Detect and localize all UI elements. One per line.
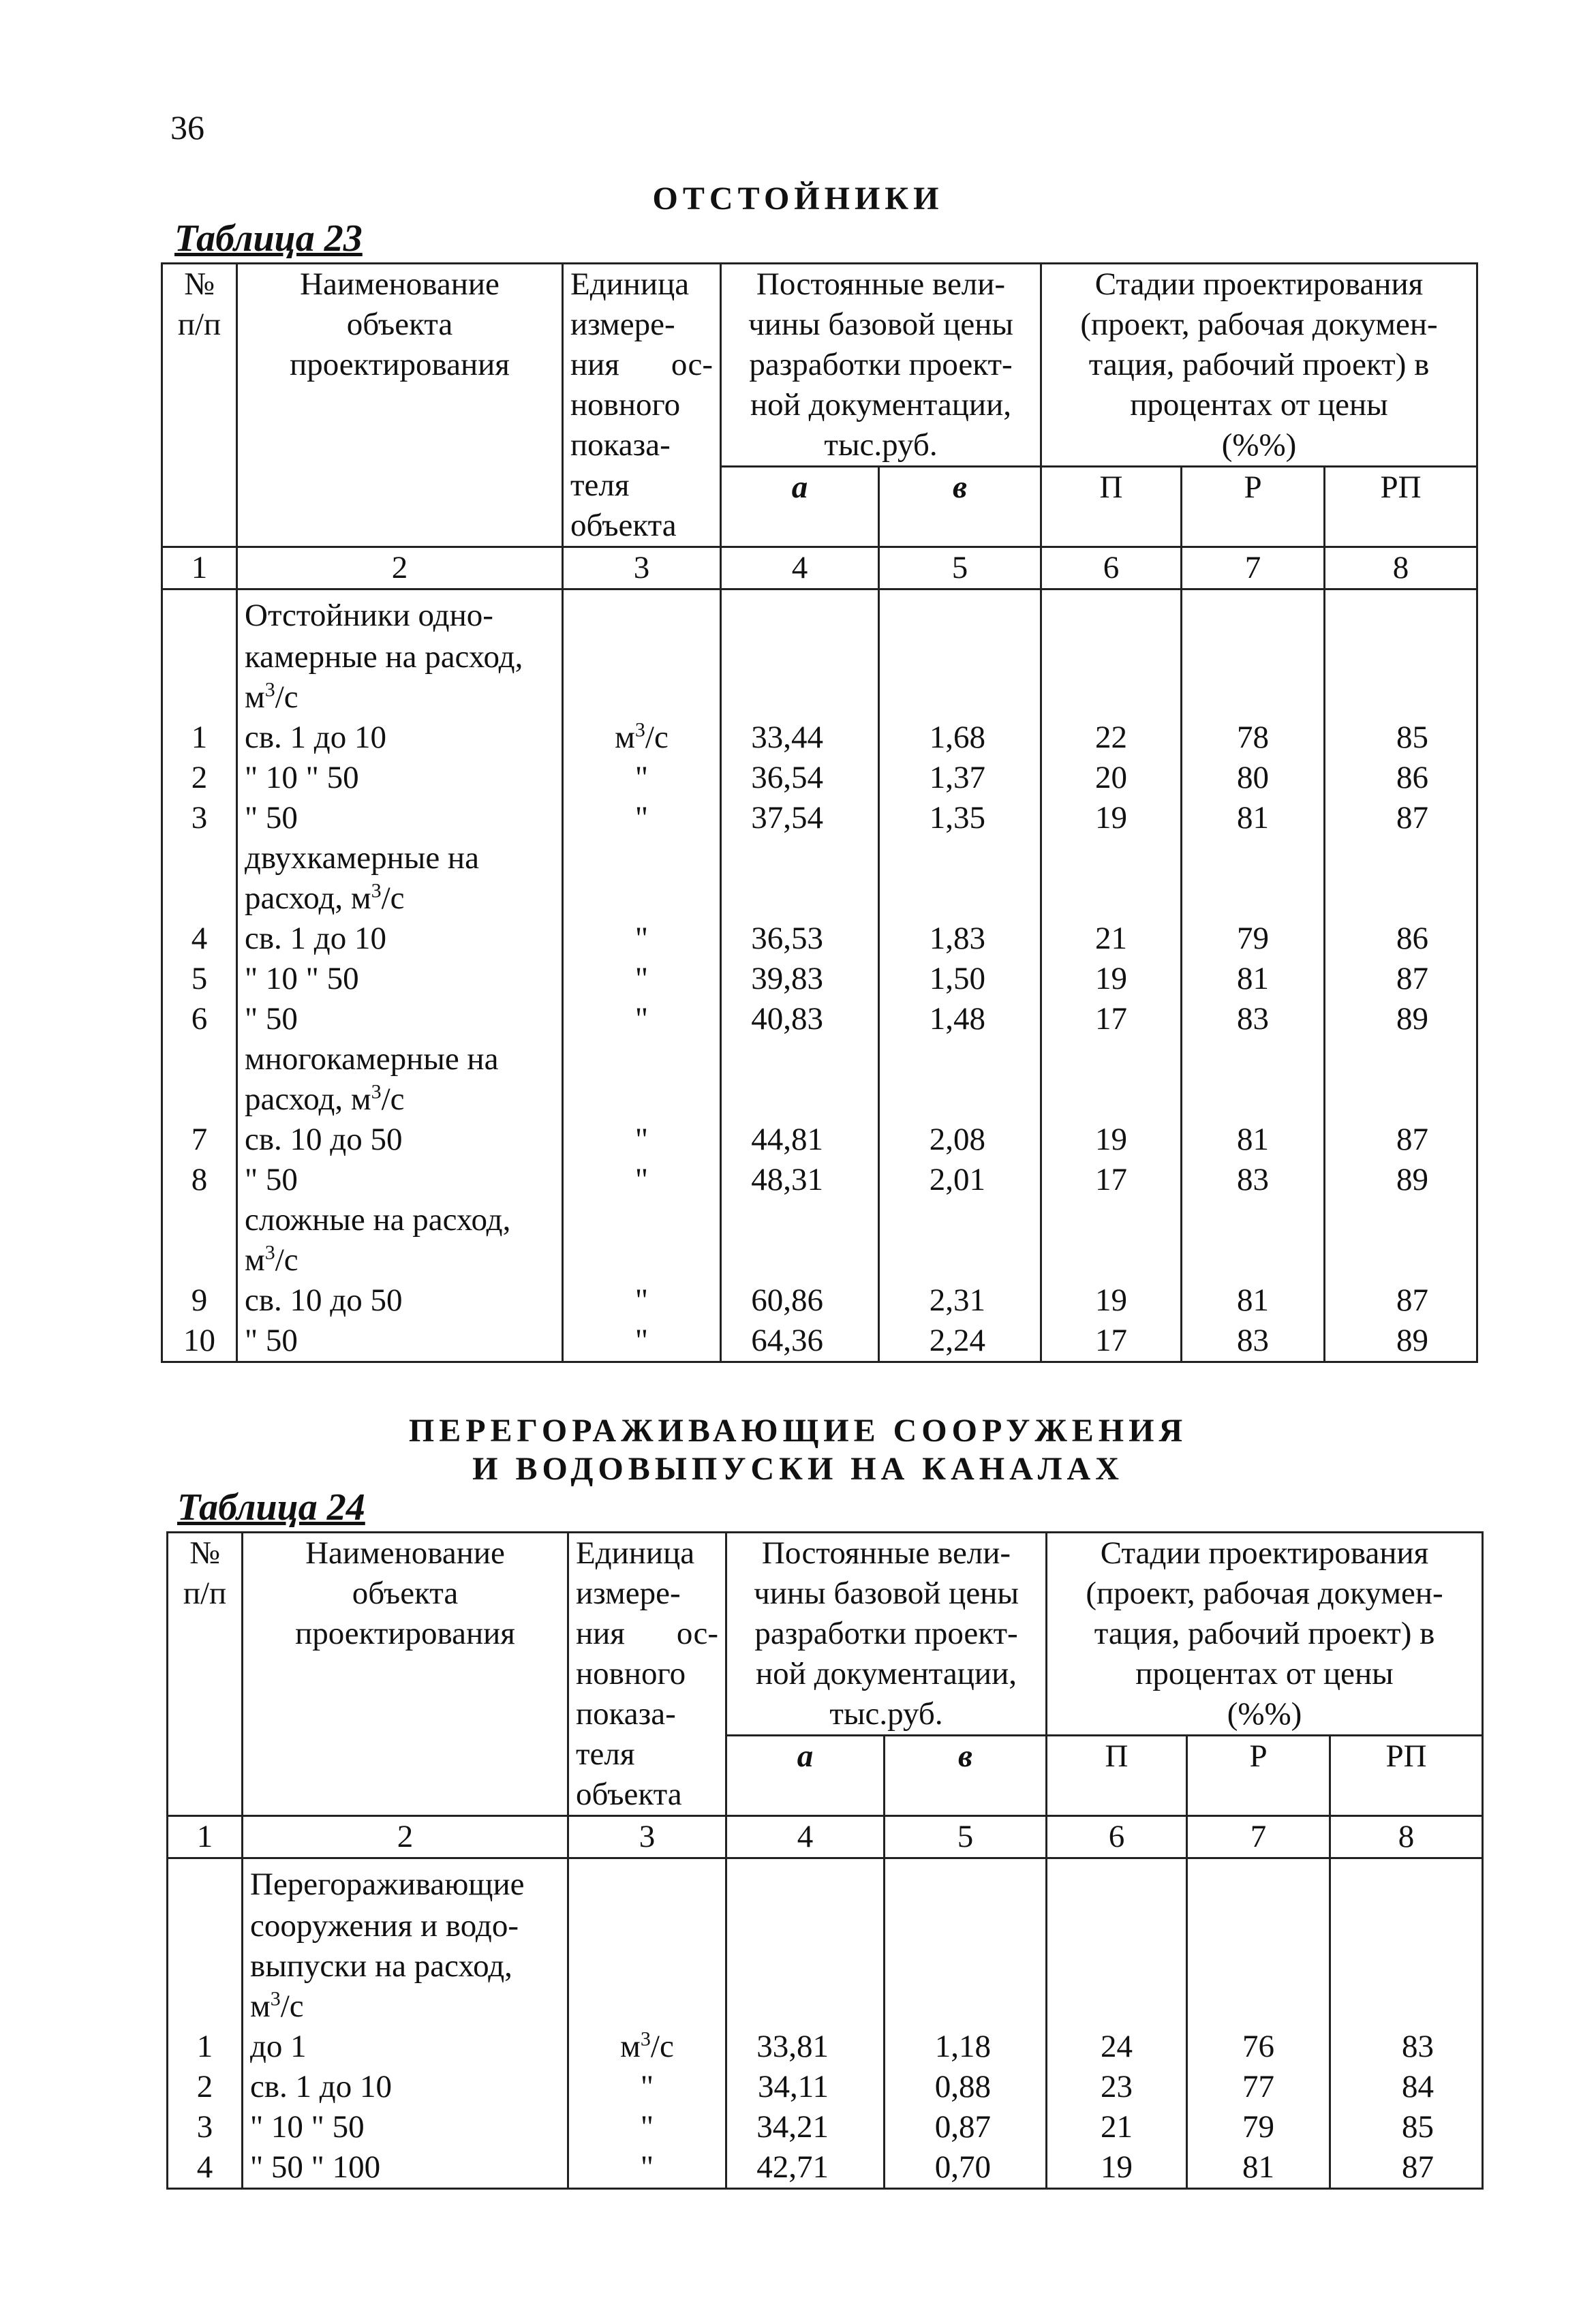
row-number — [168, 1906, 243, 1946]
stage-rp-percent — [1325, 637, 1477, 677]
object-name: сооружения и водо- — [243, 1906, 568, 1946]
unit — [568, 1906, 726, 1946]
header-unit: Единица измере- ния ос- новного показа- теля объекта — [568, 1533, 726, 1816]
base-price-a — [721, 878, 879, 919]
row-number: 1 — [162, 718, 237, 758]
base-price-b: 2,24 — [879, 1321, 1041, 1362]
stage-r-percent: 81 — [1182, 1281, 1325, 1321]
base-price-b — [879, 589, 1041, 637]
row-number — [162, 1079, 237, 1120]
base-price-b — [879, 677, 1041, 718]
stage-p-percent: 17 — [1041, 999, 1182, 1039]
unit: " — [563, 999, 721, 1039]
stage-rp-percent — [1325, 589, 1477, 637]
row-number: 1 — [168, 2027, 243, 2067]
base-price-b: 1,68 — [879, 718, 1041, 758]
stage-rp-percent: 87 — [1325, 1120, 1477, 1160]
base-price-b: 1,48 — [879, 999, 1041, 1039]
object-name: " 50 — [237, 999, 563, 1039]
settlers-table — [161, 262, 1478, 1363]
unit: " — [568, 2147, 726, 2189]
row-number: 10 — [162, 1321, 237, 1362]
stage-rp-percent: 87 — [1325, 1281, 1477, 1321]
unit: " — [563, 919, 721, 959]
barriers-table — [166, 1531, 1484, 2190]
base-price-b: 0,88 — [885, 2067, 1047, 2107]
base-price-a: 34,21 — [726, 2107, 885, 2147]
row-number: 6 — [162, 999, 237, 1039]
column-numbers-row — [162, 547, 1477, 589]
stage-r-percent: 76 — [1187, 2027, 1330, 2067]
base-price-a — [721, 677, 879, 718]
table-row — [162, 1160, 1477, 1200]
table-row — [168, 2147, 1483, 2189]
base-price-a — [721, 637, 879, 677]
base-price-a: 37,54 — [721, 798, 879, 838]
stage-rp-percent: 84 — [1330, 2067, 1483, 2107]
table-row — [162, 1321, 1477, 1362]
table-caption-23: Таблица 23 — [174, 217, 363, 260]
barriers-table-body — [168, 1858, 1483, 2189]
table-row — [168, 1987, 1483, 2027]
stage-rp-percent: 86 — [1325, 758, 1477, 798]
column-number: 1 — [162, 547, 237, 589]
column-number: 2 — [243, 1816, 568, 1858]
stage-p-percent — [1041, 878, 1182, 919]
base-price-a — [726, 1987, 885, 2027]
stage-p-percent: 19 — [1041, 1281, 1182, 1321]
object-name: $м^3/с$ — [237, 677, 563, 718]
stage-rp-percent: 89 — [1325, 999, 1477, 1039]
object-name: св. 10 до 50 — [237, 1120, 563, 1160]
base-price-a: 64,36 — [721, 1321, 879, 1362]
table-row — [162, 798, 1477, 838]
unit — [563, 838, 721, 878]
header-stages: Стадии проектирования (проект, рабочая докумен- тация, рабочий проект) в процентах от цены (%%) — [1041, 264, 1477, 467]
column-number: 7 — [1182, 547, 1325, 589]
base-price-b — [879, 637, 1041, 677]
page-number: 36 — [170, 108, 204, 147]
stage-r-percent: 81 — [1187, 2147, 1330, 2189]
stage-p-percent: 20 — [1041, 758, 1182, 798]
table-row — [162, 1079, 1477, 1120]
table-row — [168, 2027, 1483, 2067]
unit: " — [563, 1321, 721, 1362]
object-name: " 10 " 50 — [237, 758, 563, 798]
row-number — [162, 838, 237, 878]
base-price-b: 0,87 — [885, 2107, 1047, 2147]
stage-p-percent: 19 — [1047, 2147, 1187, 2189]
object-name: сложные на расход, — [237, 1200, 563, 1240]
stage-p-percent: 17 — [1041, 1321, 1182, 1362]
column-number: 4 — [721, 547, 879, 589]
stage-p-percent: 19 — [1041, 1120, 1182, 1160]
table-row — [162, 1240, 1477, 1281]
row-number: 9 — [162, 1281, 237, 1321]
stage-p-percent — [1041, 1039, 1182, 1079]
section-title-barriers-line1: ПЕРЕГОРАЖИВАЮЩИЕ СООРУЖЕНИЯ — [408, 1413, 1188, 1449]
unit — [563, 677, 721, 718]
stage-p-percent — [1041, 677, 1182, 718]
header-sub-a: а — [721, 467, 879, 547]
stage-p-percent — [1041, 838, 1182, 878]
stage-p-percent: 21 — [1041, 919, 1182, 959]
stage-rp-percent — [1325, 878, 1477, 919]
base-price-b: 1,83 — [879, 919, 1041, 959]
base-price-b — [879, 1200, 1041, 1240]
table-row — [162, 1281, 1477, 1321]
section-title-settlers: ОТСТОЙНИКИ — [652, 181, 944, 217]
stage-p-percent — [1041, 589, 1182, 637]
header-stages: Стадии проектирования (проект, рабочая докумен- тация, рабочий проект) в процентах от цены (%%) — [1047, 1533, 1483, 1736]
unit: " — [568, 2107, 726, 2147]
table-caption-24: Таблица 24 — [177, 1486, 365, 1529]
stage-rp-percent: 83 — [1330, 2027, 1483, 2067]
unit — [563, 1079, 721, 1120]
object-name: до 1 — [243, 2027, 568, 2067]
base-price-b: 1,50 — [879, 959, 1041, 999]
row-number — [162, 589, 237, 637]
header-base-price: Постоянные вели- чины базовой цены разработки проект- ной документации, тыс.руб. — [721, 264, 1041, 467]
stage-rp-percent — [1330, 1946, 1483, 1987]
row-number — [162, 1200, 237, 1240]
object-name: " 50 — [237, 1321, 563, 1362]
unit — [563, 637, 721, 677]
base-price-a — [726, 1946, 885, 1987]
base-price-a: 60,86 — [721, 1281, 879, 1321]
base-price-a: 34,11 — [726, 2067, 885, 2107]
base-price-a — [726, 1858, 885, 1906]
stage-rp-percent: 87 — [1325, 798, 1477, 838]
stage-r-percent: 81 — [1182, 1120, 1325, 1160]
stage-rp-percent — [1330, 1858, 1483, 1906]
object-name: св. 1 до 10 — [237, 919, 563, 959]
base-price-a: 40,83 — [721, 999, 879, 1039]
base-price-b: 1,35 — [879, 798, 1041, 838]
header-sub-p: П — [1041, 467, 1182, 547]
header-sub-rp: РП — [1325, 467, 1477, 547]
unit — [563, 1240, 721, 1281]
row-number: 3 — [162, 798, 237, 838]
table-row — [168, 2107, 1483, 2147]
column-number: 2 — [237, 547, 563, 589]
column-number: 5 — [879, 547, 1041, 589]
base-price-a — [721, 1200, 879, 1240]
stage-r-percent: 83 — [1182, 1321, 1325, 1362]
settlers-table-body — [162, 589, 1477, 1362]
unit: $м^3/с$ — [568, 2027, 726, 2067]
stage-r-percent: 80 — [1182, 758, 1325, 798]
row-number — [162, 677, 237, 718]
unit — [568, 1946, 726, 1987]
unit: " — [563, 1160, 721, 1200]
stage-r-percent — [1182, 838, 1325, 878]
unit — [563, 1200, 721, 1240]
column-numbers-row — [168, 1816, 1483, 1858]
base-price-a: 36,54 — [721, 758, 879, 798]
object-name: св. 10 до 50 — [237, 1281, 563, 1321]
row-number: 8 — [162, 1160, 237, 1200]
unit — [563, 878, 721, 919]
base-price-b: 1,18 — [885, 2027, 1047, 2067]
table-row — [162, 758, 1477, 798]
base-price-a: 42,71 — [726, 2147, 885, 2189]
stage-r-percent — [1182, 1200, 1325, 1240]
base-price-a — [721, 1079, 879, 1120]
stage-r-percent: 77 — [1187, 2067, 1330, 2107]
unit: " — [563, 959, 721, 999]
header-sub-p: П — [1047, 1736, 1187, 1816]
object-name: $м^3/с$ — [237, 1240, 563, 1281]
stage-p-percent — [1041, 1240, 1182, 1281]
stage-r-percent — [1182, 1240, 1325, 1281]
stage-rp-percent: 87 — [1325, 959, 1477, 999]
unit — [568, 1987, 726, 2027]
column-number: 8 — [1325, 547, 1477, 589]
unit: " — [563, 758, 721, 798]
stage-r-percent — [1182, 589, 1325, 637]
base-price-b — [885, 1987, 1047, 2027]
stage-r-percent — [1182, 1079, 1325, 1120]
unit: $м^3/с$ — [563, 718, 721, 758]
stage-p-percent — [1047, 1906, 1187, 1946]
base-price-b — [879, 838, 1041, 878]
stage-r-percent: 83 — [1182, 1160, 1325, 1200]
stage-rp-percent — [1325, 1240, 1477, 1281]
column-number: 6 — [1047, 1816, 1187, 1858]
base-price-a: 33,44 — [721, 718, 879, 758]
object-name: расход, $м^3/с$ — [237, 1079, 563, 1120]
unit — [563, 589, 721, 637]
base-price-a: 33,81 — [726, 2027, 885, 2067]
table-row — [162, 1120, 1477, 1160]
stage-r-percent — [1187, 1858, 1330, 1906]
stage-p-percent — [1047, 1946, 1187, 1987]
base-price-b: 0,70 — [885, 2147, 1047, 2189]
object-name: выпуски на расход, — [243, 1946, 568, 1987]
stage-r-percent — [1182, 878, 1325, 919]
column-number: 1 — [168, 1816, 243, 1858]
base-price-b — [879, 1240, 1041, 1281]
stage-rp-percent — [1325, 1039, 1477, 1079]
row-number: 2 — [162, 758, 237, 798]
base-price-b: 1,37 — [879, 758, 1041, 798]
stage-p-percent: 23 — [1047, 2067, 1187, 2107]
stage-rp-percent: 87 — [1330, 2147, 1483, 2189]
header-name: Наименование объекта проектирования — [237, 264, 563, 547]
row-number: 4 — [162, 919, 237, 959]
object-name: " 10 " 50 — [237, 959, 563, 999]
object-name: " 50 " 100 — [243, 2147, 568, 2189]
stage-r-percent: 79 — [1187, 2107, 1330, 2147]
table-row — [162, 878, 1477, 919]
column-number: 7 — [1187, 1816, 1330, 1858]
table-row — [168, 2067, 1483, 2107]
base-price-a — [721, 838, 879, 878]
stage-rp-percent: 89 — [1325, 1160, 1477, 1200]
table-row — [162, 959, 1477, 999]
stage-p-percent: 21 — [1047, 2107, 1187, 2147]
row-number — [162, 1039, 237, 1079]
object-name: камерные на расход, — [237, 637, 563, 677]
stage-rp-percent: 85 — [1325, 718, 1477, 758]
table-row — [168, 1946, 1483, 1987]
row-number: 3 — [168, 2107, 243, 2147]
base-price-b — [879, 1039, 1041, 1079]
stage-p-percent — [1041, 1079, 1182, 1120]
header-sub-r: Р — [1187, 1736, 1330, 1816]
object-name: " 10 " 50 — [243, 2107, 568, 2147]
header-base-price: Постоянные вели- чины базовой цены разработки проект- ной документации, тыс.руб. — [726, 1533, 1047, 1736]
row-number: 4 — [168, 2147, 243, 2189]
stage-r-percent — [1187, 1906, 1330, 1946]
base-price-b: 2,31 — [879, 1281, 1041, 1321]
object-name: расход, $м^3/с$ — [237, 878, 563, 919]
base-price-b — [879, 1079, 1041, 1120]
table-row — [162, 589, 1477, 637]
table-row — [168, 1858, 1483, 1906]
base-price-b: 2,08 — [879, 1120, 1041, 1160]
row-number — [168, 1987, 243, 2027]
base-price-a — [726, 1906, 885, 1946]
base-price-a: 39,83 — [721, 959, 879, 999]
stage-rp-percent — [1325, 1200, 1477, 1240]
stage-p-percent: 19 — [1041, 798, 1182, 838]
unit: " — [563, 1120, 721, 1160]
column-number: 6 — [1041, 547, 1182, 589]
stage-p-percent — [1047, 1987, 1187, 2027]
stage-r-percent: 81 — [1182, 959, 1325, 999]
object-name: $м^3/с$ — [243, 1987, 568, 2027]
stage-p-percent: 24 — [1047, 2027, 1187, 2067]
table-row — [162, 999, 1477, 1039]
column-number: 3 — [563, 547, 721, 589]
row-number: 5 — [162, 959, 237, 999]
header-num: № п/п — [162, 264, 237, 547]
object-name: " 50 — [237, 1160, 563, 1200]
stage-p-percent: 19 — [1041, 959, 1182, 999]
stage-rp-percent — [1330, 1987, 1483, 2027]
stage-p-percent: 17 — [1041, 1160, 1182, 1200]
object-name: " 50 — [237, 798, 563, 838]
section-title-barriers-line2: И ВОДОВЫПУСКИ НА КАНАЛАХ — [472, 1451, 1124, 1487]
unit — [568, 1858, 726, 1906]
base-price-a: 48,31 — [721, 1160, 879, 1200]
stage-r-percent — [1182, 1039, 1325, 1079]
header-num: № п/п — [168, 1533, 243, 1816]
stage-r-percent: 79 — [1182, 919, 1325, 959]
stage-rp-percent — [1325, 1079, 1477, 1120]
base-price-a — [721, 1039, 879, 1079]
column-number: 3 — [568, 1816, 726, 1858]
row-number — [162, 878, 237, 919]
row-number — [168, 1946, 243, 1987]
table-row — [162, 838, 1477, 878]
header-sub-b: в — [879, 467, 1041, 547]
stage-rp-percent: 89 — [1325, 1321, 1477, 1362]
object-name: двухкамерные на — [237, 838, 563, 878]
row-number — [162, 1240, 237, 1281]
row-number — [162, 637, 237, 677]
header-unit: Единица измере- ния ос- новного показа- теля объекта — [563, 264, 721, 547]
unit: " — [568, 2067, 726, 2107]
stage-rp-percent: 86 — [1325, 919, 1477, 959]
base-price-a — [721, 589, 879, 637]
unit: " — [563, 1281, 721, 1321]
table-row — [162, 637, 1477, 677]
stage-r-percent — [1182, 637, 1325, 677]
base-price-b — [885, 1946, 1047, 1987]
base-price-b: 2,01 — [879, 1160, 1041, 1200]
stage-p-percent — [1041, 1200, 1182, 1240]
unit: " — [563, 798, 721, 838]
object-name: св. 1 до 10 — [237, 718, 563, 758]
row-number: 2 — [168, 2067, 243, 2107]
table-row — [162, 1200, 1477, 1240]
stage-r-percent: 83 — [1182, 999, 1325, 1039]
base-price-b — [879, 878, 1041, 919]
stage-p-percent — [1047, 1858, 1187, 1906]
column-number: 4 — [726, 1816, 885, 1858]
table-row — [162, 718, 1477, 758]
unit — [563, 1039, 721, 1079]
table-row — [162, 919, 1477, 959]
stage-rp-percent — [1325, 677, 1477, 718]
base-price-b — [885, 1858, 1047, 1906]
base-price-b — [885, 1906, 1047, 1946]
table-row — [162, 677, 1477, 718]
base-price-a — [721, 1240, 879, 1281]
header-sub-rp: РП — [1330, 1736, 1483, 1816]
column-number: 8 — [1330, 1816, 1483, 1858]
table-row — [168, 1906, 1483, 1946]
object-name: Отстойники одно- — [237, 589, 563, 637]
row-number: 7 — [162, 1120, 237, 1160]
base-price-a: 44,81 — [721, 1120, 879, 1160]
table-row — [162, 1039, 1477, 1079]
stage-p-percent — [1041, 637, 1182, 677]
stage-r-percent — [1187, 1987, 1330, 2027]
stage-rp-percent — [1330, 1906, 1483, 1946]
base-price-a: 36,53 — [721, 919, 879, 959]
header-name: Наименование объекта проектирования — [243, 1533, 568, 1816]
stage-p-percent: 22 — [1041, 718, 1182, 758]
object-name: св. 1 до 10 — [243, 2067, 568, 2107]
stage-r-percent — [1187, 1946, 1330, 1987]
stage-r-percent: 81 — [1182, 798, 1325, 838]
header-sub-a: а — [726, 1736, 885, 1816]
column-number: 5 — [885, 1816, 1047, 1858]
stage-r-percent — [1182, 677, 1325, 718]
row-number — [168, 1858, 243, 1906]
object-name: Перегораживающие — [243, 1858, 568, 1906]
stage-rp-percent — [1325, 838, 1477, 878]
stage-rp-percent: 85 — [1330, 2107, 1483, 2147]
header-sub-r: Р — [1182, 467, 1325, 547]
stage-r-percent: 78 — [1182, 718, 1325, 758]
header-sub-b: в — [885, 1736, 1047, 1816]
object-name: многокамерные на — [237, 1039, 563, 1079]
